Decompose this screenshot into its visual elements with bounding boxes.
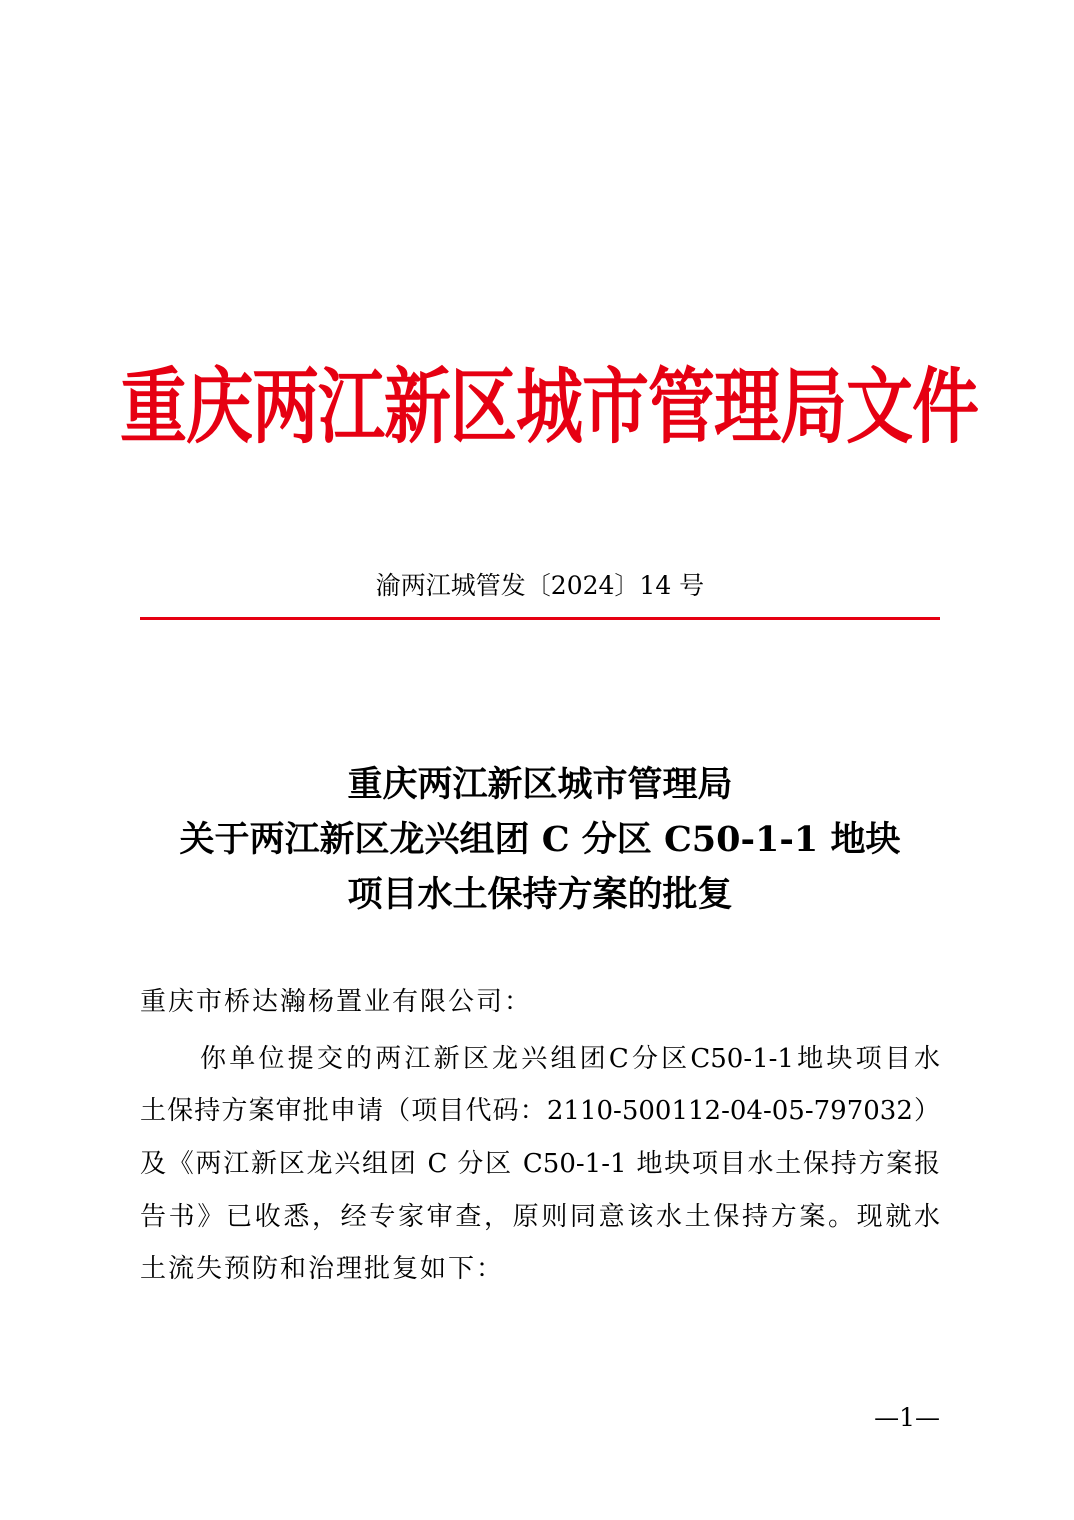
document-number: 渝两江城管发〔2024〕14 号 [375, 571, 705, 600]
body-paragraph-line: 告书》已收悉，经专家审查，原则同意该水土保持方案。现就水 [140, 1202, 940, 1232]
page-number: —1— [874, 1403, 940, 1432]
issuer-masthead: 重庆两江新区城市管理局文件 [120, 358, 978, 455]
body-paragraph-line: 及《两江新区龙兴组团 C 分区 C50-1-1 地块项目水土保持方案报 [140, 1149, 940, 1179]
body-paragraph-line: 土流失预防和治理批复如下： [140, 1254, 505, 1284]
addressee: 重庆市桥达瀚杨置业有限公司： [140, 987, 533, 1017]
body-paragraph-line: 土保持方案审批申请（项目代码：2110-500112-04-05-797032） [140, 1096, 940, 1126]
title-line-3: 项目水土保持方案的批复 [347, 874, 733, 915]
title-line-2: 关于两江新区龙兴组团 C 分区 C50-1-1 地块 [179, 819, 901, 860]
body-paragraph-line: 你单位提交的两江新区龙兴组团C分区C50-1-1地块项目水 [200, 1044, 940, 1074]
document-title [140, 757, 940, 922]
red-separator-line [140, 617, 940, 620]
title-line-1: 重庆两江新区城市管理局 [347, 764, 733, 805]
